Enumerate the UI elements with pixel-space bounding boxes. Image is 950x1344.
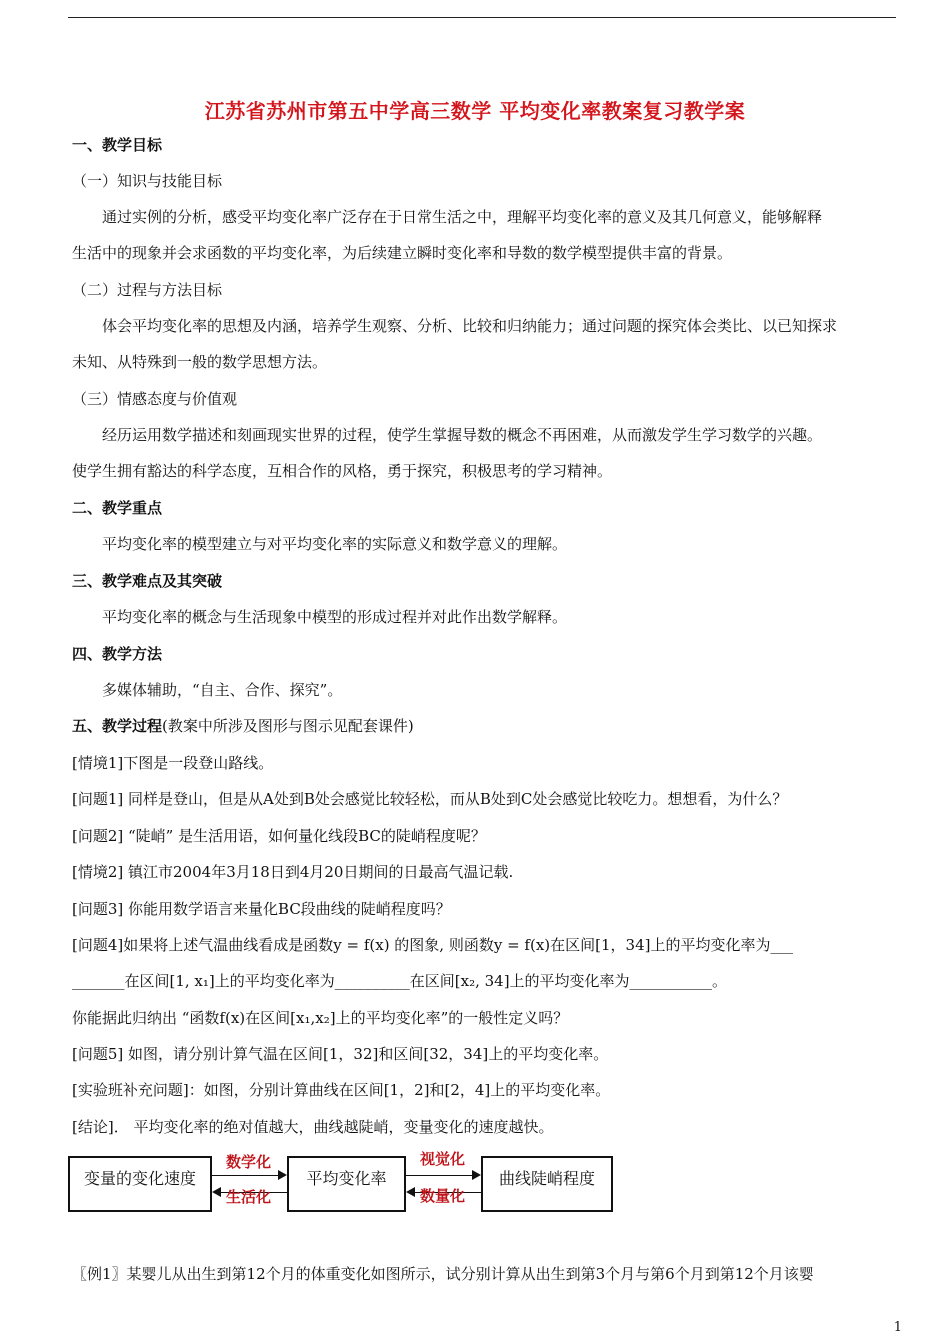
arrow-right-line xyxy=(406,1175,472,1176)
paragraph-line: 未知、从特殊到一般的数学思想方法。 xyxy=(72,353,328,371)
paragraph-line: 通过实例的分析，感受平均变化率广泛存在于日常生活之中，理解平均变化率的意义及其几何意义，能够解释 xyxy=(102,208,823,226)
diagram-box-average-rate: 平均变化率 xyxy=(287,1156,406,1212)
page-number: 1 xyxy=(893,1320,902,1335)
paragraph-line: _______在区间[1, x₁]上的平均变化率为__________在区间[x₂, 34]上的平均变化率为___________。 xyxy=(72,972,728,990)
paragraph-line: 多媒体辅助，“自主、合作、探究”。 xyxy=(102,681,343,699)
section-heading-5-note: (教案中所涉及图形与图示见配套课件) xyxy=(162,717,414,735)
diagram-box-curve-steepness: 曲线陡峭程度 xyxy=(481,1156,613,1212)
paragraph-line: [问题5] 如图，请分别计算气温在区间[1，32]和区间[32，34]上的平均变化率。 xyxy=(72,1045,609,1063)
paragraph-line: 平均变化率的模型建立与对平均变化率的实际意义和数学意义的理解。 xyxy=(102,535,568,553)
paragraph-line: 〖例1〗某婴儿从出生到第12个月的体重变化如图所示，试分别计算从出生到第3个月与第6个月到第12个月该婴 xyxy=(72,1265,814,1283)
paragraph-line: [问题3] 你能用数学语言来量化BC段曲线的陡峭程度吗？ xyxy=(72,900,451,918)
document-title: 江苏省苏州市第五中学高三数学 平均变化率教案复习教学案 xyxy=(204,99,746,123)
arrow-right-head xyxy=(278,1170,287,1180)
arrow-left-head xyxy=(212,1187,221,1197)
paragraph-line: 体会平均变化率的思想及内涵，培养学生观察、分析、比较和归纳能力；通过问题的探究体会类比、以已知探求 xyxy=(102,317,838,335)
paragraph-line: [情境2] 镇江市2004年3月18日到4月20日期间的日最高气温记载. xyxy=(72,863,514,881)
paragraph-line: 生活中的现象并会求函数的平均变化率，为后续建立瞬时变化率和导数的数学模型提供丰富的背景。 xyxy=(72,244,733,262)
arrow-right-head xyxy=(472,1170,481,1180)
arrow-right-line xyxy=(212,1175,278,1176)
section-heading-5-title: 五、教学过程 xyxy=(72,717,163,735)
section-heading-1: 一、教学目标 xyxy=(72,136,163,154)
section-heading-5 xyxy=(72,716,414,736)
header-rule xyxy=(68,17,896,18)
paragraph-line: [情境1]下图是一段登山路线。 xyxy=(72,754,274,772)
paragraph-line: 你能据此归纳出 “函数f(x)在区间[x₁,x₂]上的平均变化率”的一般性定义吗？ xyxy=(72,1009,569,1027)
section-heading-3: 三、教学难点及其突破 xyxy=(72,572,223,590)
subheading-1: （一）知识与技能目标 xyxy=(72,172,223,190)
paragraph-line: [问题4]如果将上述气温曲线看成是函数y = f(x) 的图象, 则函数y = f(x)在区间[1，34]上的平均变化率为___ xyxy=(72,936,793,954)
paragraph-line: [问题1] 同样是登山，但是从A处到B处会感觉比较轻松，而从B处到C处会感觉比较吃力。想想看，为什么？ xyxy=(72,790,788,808)
paragraph-line: [实验班补充问题]：如图，分别计算曲线在区间[1，2]和[2，4]上的平均变化率。 xyxy=(72,1081,611,1099)
section-heading-4: 四、教学方法 xyxy=(72,645,163,663)
diagram-box-variable-speed: 变量的变化速度 xyxy=(68,1156,212,1212)
subheading-3: （三）情感态度与价值观 xyxy=(72,390,238,408)
label-quantify: 数量化 xyxy=(420,1187,466,1205)
label-concretize: 生活化 xyxy=(226,1188,272,1206)
paragraph-line: 使学生拥有豁达的科学态度，互相合作的风格，勇于探究，积极思考的学习精神。 xyxy=(72,462,613,480)
arrow-left-head xyxy=(406,1187,415,1197)
paragraph-line: [问题2] “陡峭” 是生活用语，如何量化线段BC的陡峭程度呢？ xyxy=(72,827,486,845)
subheading-2: （二）过程与方法目标 xyxy=(72,281,223,299)
paragraph-line: 平均变化率的概念与生活现象中模型的形成过程并对此作出数学解释。 xyxy=(102,608,568,626)
paragraph-line: [结论]． 平均变化率的绝对值越大，曲线越陡峭，变量变化的速度越快。 xyxy=(72,1118,554,1136)
label-visualize: 视觉化 xyxy=(420,1150,466,1168)
section-heading-2: 二、教学重点 xyxy=(72,499,163,517)
label-mathematize: 数学化 xyxy=(226,1153,272,1171)
paragraph-line: 经历运用数学描述和刻画现实世界的过程，使学生掌握导数的概念不再困难，从而激发学生学习数学的兴趣。 xyxy=(102,426,823,444)
